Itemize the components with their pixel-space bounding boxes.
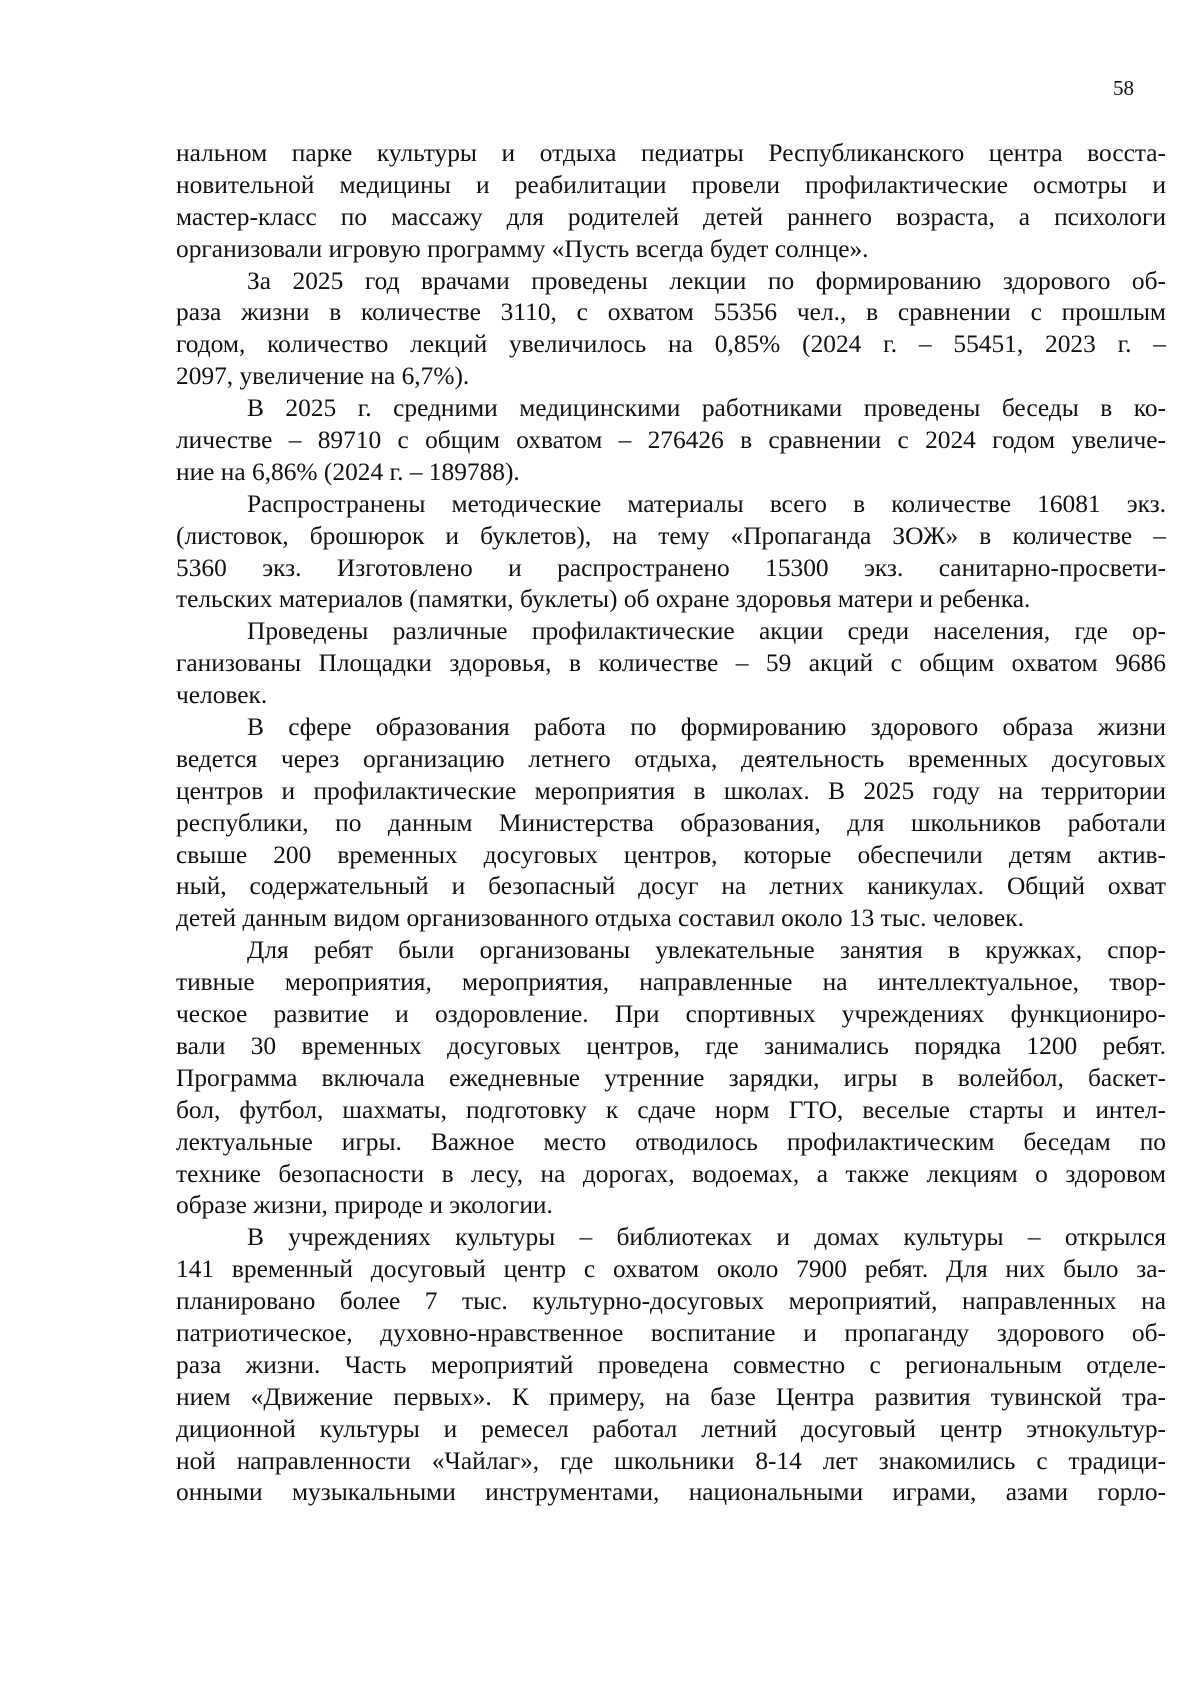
text-line: ной направленности «Чайлаг», где школьники 8-14 лет знакомились с традици- bbox=[176, 1446, 1166, 1475]
text-line: нием «Движение первых». К примеру, на базе Центра развития тувинской тра- bbox=[176, 1382, 1166, 1411]
text-line: патриотическое, духовно-нравственное воспитание и пропаганду здорового об- bbox=[176, 1318, 1166, 1347]
paragraph-first-line: В сфере образования работа по формированию здорового образа жизни bbox=[247, 713, 1166, 742]
text-line: (листовок, брошюрок и буклетов), на тему «Пропаганда ЗОЖ» в количестве – bbox=[176, 521, 1166, 550]
text-line: раза жизни. Часть мероприятий проведена совместно с региональным отделе- bbox=[176, 1350, 1166, 1379]
text-line: технике безопасности в лесу, на дорогах, водоемах, а также лекциям о здоровом bbox=[176, 1159, 1166, 1188]
text-line: детей данным видом организованного отдыха составил около 13 тыс. человек. bbox=[176, 904, 1024, 933]
text-line: ганизованы Площадки здоровья, в количестве – 59 акций с общим охватом 9686 bbox=[176, 649, 1166, 678]
text-line: мастер-класс по массажу для родителей детей раннего возраста, а психологи bbox=[176, 202, 1166, 231]
text-line: Программа включала ежедневные утренние зарядки, игры в волейбол, баскет- bbox=[176, 1063, 1166, 1092]
text-line: человек. bbox=[176, 681, 268, 710]
text-line: 141 временный досуговый центр с охватом около 7900 ребят. Для них было за- bbox=[176, 1255, 1166, 1284]
text-line: свыше 200 временных досуговых центров, которые обеспечили детям актив- bbox=[176, 840, 1166, 869]
text-line: 5360 экз. Изготовлено и распространено 15300 экз. санитарно-просвети- bbox=[176, 553, 1166, 582]
paragraph-first-line: Проведены различные профилактические акции среди населения, где ор- bbox=[247, 617, 1166, 646]
text-line: образе жизни, природе и экологии. bbox=[176, 1191, 553, 1220]
page-number: 58 bbox=[1113, 76, 1134, 100]
text-line: личестве – 89710 с общим охватом – 276426 в сравнении с 2024 годом увеличе- bbox=[176, 426, 1166, 455]
text-line: 2097, увеличение на 6,7%). bbox=[176, 362, 470, 391]
text-line: годом, количество лекций увеличилось на 0,85% (2024 г. – 55451, 2023 г. – bbox=[176, 330, 1166, 359]
text-line: новительной медицины и реабилитации провели профилактические осмотры и bbox=[176, 170, 1166, 199]
text-line: онными музыкальными инструментами, национальными играми, азами горло- bbox=[176, 1478, 1166, 1507]
paragraph-first-line: В 2025 г. средними медицинскими работниками проведены беседы в ко- bbox=[247, 394, 1166, 423]
text-line: ческое развитие и оздоровление. При спортивных учреждениях функциониро- bbox=[176, 1000, 1166, 1029]
paragraph-first-line: За 2025 год врачами проведены лекции по формированию здорового об- bbox=[247, 266, 1166, 295]
text-line: ведется через организацию летнего отдыха, деятельность временных досуговых bbox=[176, 744, 1166, 773]
text-line: вали 30 временных досуговых центров, где занимались порядка 1200 ребят. bbox=[176, 1031, 1166, 1060]
text-line: нальном парке культуры и отдыха педиатры Республиканского центра восста- bbox=[176, 139, 1166, 167]
text-line: диционной культуры и ремесел работал летний досуговый центр этнокультур- bbox=[176, 1414, 1166, 1443]
text-line: ный, содержательный и безопасный досуг на летних каникулах. Общий охват bbox=[176, 872, 1166, 901]
text-line: тивные мероприятия, мероприятия, направленные на интеллектуальное, твор- bbox=[176, 968, 1166, 997]
paragraph-first-line: Для ребят были организованы увлекательные занятия в кружках, спор- bbox=[247, 936, 1166, 965]
text-line: раза жизни в количестве 3110, с охватом 55356 чел., в сравнении с прошлым bbox=[176, 298, 1166, 327]
body-text bbox=[176, 138, 1166, 1509]
text-line: лектуальные игры. Важное место отводилось профилактическим беседам по bbox=[176, 1127, 1166, 1156]
paragraph-first-line: Распространены методические материалы всего в количестве 16081 экз. bbox=[247, 489, 1166, 518]
text-line: центров и профилактические мероприятия в школах. В 2025 году на территории bbox=[176, 776, 1166, 805]
text-line: организовали игровую программу «Пусть всегда будет солнце». bbox=[176, 234, 869, 263]
text-line: бол, футбол, шахматы, подготовку к сдаче норм ГТО, веселые старты и интел- bbox=[176, 1095, 1166, 1124]
text-line: ние на 6,86% (2024 г. – 189788). bbox=[176, 457, 520, 486]
text-line: республики, по данным Министерства образования, для школьников работали bbox=[176, 808, 1166, 837]
text-line: тельских материалов (памятки, буклеты) об охране здоровья матери и ребенка. bbox=[176, 585, 1031, 614]
paragraph-first-line: В учреждениях культуры – библиотеках и домах культуры – открылся bbox=[247, 1223, 1166, 1252]
text-line: планировано более 7 тыс. культурно-досуговых мероприятий, направленных на bbox=[176, 1287, 1166, 1316]
